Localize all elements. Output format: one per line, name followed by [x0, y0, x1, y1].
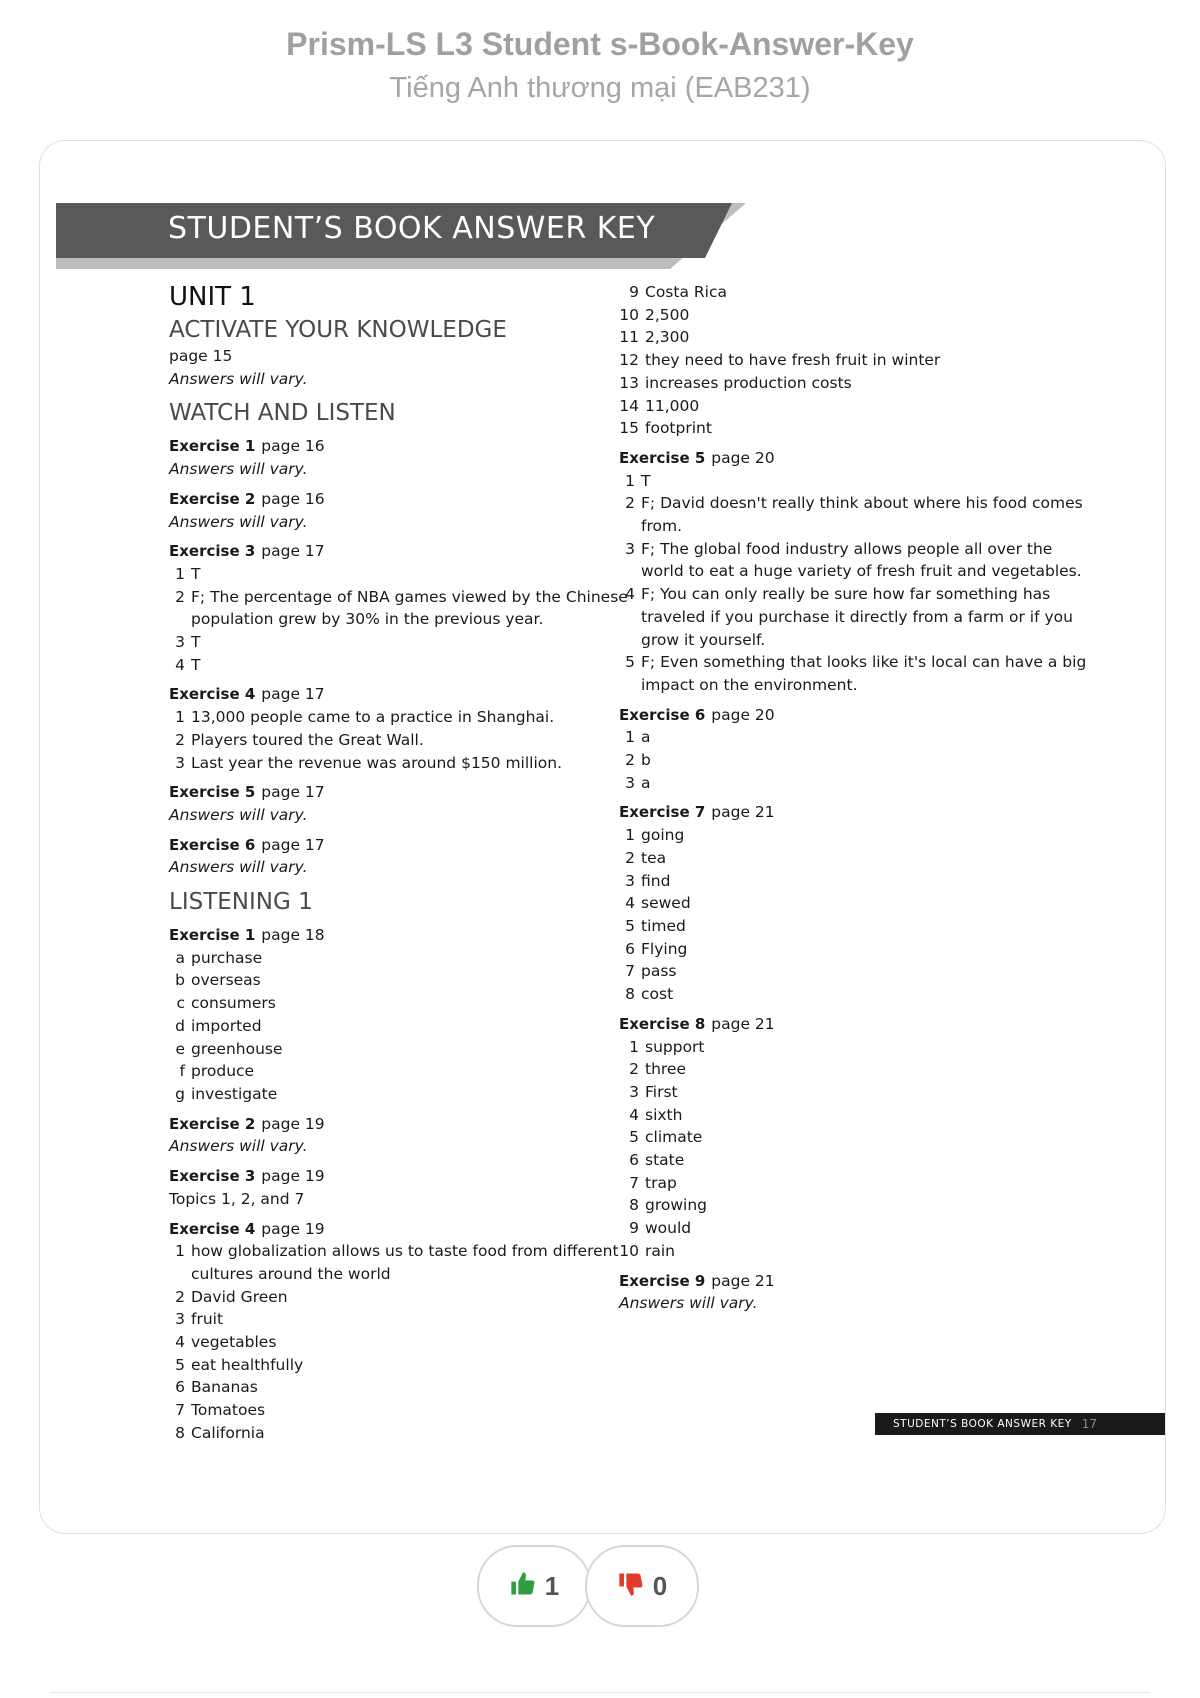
exercise-heading: Exercise 7 page 21 — [619, 803, 775, 822]
item-text: greenhouse — [191, 1039, 283, 1058]
list-item — [619, 1217, 1089, 1240]
item-number: 4 — [629, 1105, 639, 1124]
exercise-heading: Exercise 3 page 19 — [169, 1167, 325, 1186]
exercise-heading: Exercise 6 page 20 — [619, 705, 775, 724]
item-text: David Green — [191, 1287, 288, 1306]
list-item — [619, 1058, 1089, 1081]
item-number: 4 — [625, 585, 635, 604]
thumbs-down-icon — [617, 1570, 645, 1602]
item-number: 5 — [625, 653, 635, 672]
item-text: going — [641, 826, 685, 845]
unit-heading: UNIT 1 — [169, 282, 256, 312]
item-text: T — [641, 471, 651, 490]
item-text: overseas — [191, 971, 261, 990]
item-text: Players toured the Great Wall. — [191, 730, 424, 749]
item-number: a — [175, 948, 185, 967]
item-number: g — [175, 1084, 185, 1103]
page-footer — [875, 1413, 1165, 1435]
item-text: increases production costs — [645, 373, 852, 392]
list-item — [169, 729, 639, 752]
item-number: 3 — [175, 633, 185, 652]
exercise-heading: Exercise 2 page 16 — [169, 489, 325, 508]
item-number: 2 — [629, 1060, 639, 1079]
item-number: 6 — [629, 1151, 639, 1170]
section-heading-watch: WATCH AND LISTEN — [169, 400, 396, 427]
list-item — [169, 1331, 639, 1354]
exercise-heading: Exercise 1 page 18 — [169, 926, 325, 945]
item-number: 15 — [619, 419, 639, 438]
answer-note: Answers will vary. — [169, 1137, 308, 1156]
item-number: 11 — [619, 328, 639, 347]
item-text: California — [191, 1423, 265, 1442]
item-text: climate — [645, 1128, 703, 1147]
item-text: sixth — [645, 1105, 683, 1124]
item-text: F; Even something that looks like it's local can have a big impact on the environment. — [641, 653, 1087, 694]
item-text: T — [191, 655, 201, 674]
item-text: three — [645, 1060, 687, 1079]
item-number: 1 — [175, 708, 185, 727]
item-text: F; The global food industry allows people all over the world to eat a huge variety of fresh fruit and vegetables. — [641, 539, 1082, 581]
item-number: 1 — [625, 471, 635, 490]
list-item — [619, 326, 1089, 349]
answer-list — [619, 726, 1089, 794]
exercise-heading: Exercise 2 page 19 — [169, 1114, 325, 1133]
answer-list — [619, 281, 1089, 440]
answer-note: Answers will vary. — [169, 858, 308, 877]
item-text: fruit — [191, 1310, 224, 1329]
item-text: F; David doesn't really think about where his food comes from. — [641, 494, 1083, 536]
answer-list — [169, 706, 639, 774]
list-item — [169, 1308, 639, 1331]
exercise-heading: Exercise 5 page 17 — [169, 783, 325, 802]
item-number: 7 — [175, 1401, 185, 1420]
item-text: would — [645, 1219, 692, 1238]
list-item — [169, 586, 639, 631]
like-count: 1 — [544, 1570, 560, 1601]
list-item — [619, 1172, 1089, 1195]
item-number: 3 — [175, 753, 185, 772]
document-title: Prism-LS L3 Student s-Book-Answer-Key — [286, 26, 914, 62]
item-number: 8 — [625, 985, 635, 1004]
item-text: eat healthfully — [191, 1355, 304, 1374]
exercise-heading: Exercise 8 page 21 — [619, 1014, 775, 1033]
item-number: 8 — [629, 1196, 639, 1215]
item-number: 3 — [629, 1082, 639, 1101]
dislike-button[interactable] — [585, 1545, 699, 1627]
list-item — [619, 749, 1089, 772]
item-number: 6 — [175, 1378, 185, 1397]
list-item — [619, 1194, 1089, 1217]
item-text: 11,000 — [645, 396, 700, 415]
item-text: Costa Rica — [645, 283, 727, 301]
list-item — [169, 631, 639, 654]
answer-note: Answers will vary. — [169, 805, 308, 824]
list-item — [619, 1036, 1089, 1059]
list-item — [619, 938, 1089, 961]
item-text: pass — [641, 962, 677, 981]
list-item — [619, 983, 1089, 1006]
list-item — [169, 1083, 639, 1106]
answer-text: Topics 1, 2, and 7 — [169, 1189, 305, 1208]
item-text: Tomatoes — [191, 1401, 266, 1420]
item-number: 1 — [625, 728, 635, 747]
list-item — [169, 992, 639, 1015]
list-item — [169, 706, 639, 729]
list-item — [619, 870, 1089, 893]
item-number: b — [175, 971, 185, 990]
item-text: rain — [645, 1241, 676, 1260]
list-item — [619, 1081, 1089, 1104]
list-item — [619, 304, 1089, 327]
item-text: Flying — [641, 939, 688, 958]
list-item — [619, 417, 1089, 440]
list-item — [619, 538, 1089, 583]
item-text: First — [645, 1082, 678, 1101]
item-number: 2 — [625, 751, 635, 770]
list-item — [169, 563, 639, 586]
item-number: e — [175, 1039, 185, 1058]
answer-list — [169, 947, 639, 1106]
item-text: growing — [645, 1196, 707, 1215]
list-item — [169, 1240, 639, 1285]
answer-list — [169, 1240, 639, 1444]
item-number: 5 — [625, 916, 635, 935]
answer-note: Answers will vary. — [619, 1294, 758, 1313]
list-item — [619, 1104, 1089, 1127]
item-text: find — [641, 871, 671, 890]
item-number: 2 — [625, 494, 635, 513]
list-item — [619, 583, 1089, 651]
list-item — [169, 1376, 639, 1399]
list-item — [619, 915, 1089, 938]
item-text: tea — [641, 848, 667, 867]
item-text: Bananas — [191, 1378, 258, 1397]
list-item — [619, 470, 1089, 493]
list-item — [169, 1286, 639, 1309]
item-number: 5 — [629, 1128, 639, 1147]
item-text: 2,500 — [645, 305, 690, 324]
item-text: F; You can only really be sure how far something has traveled if you purchase it directly from a farm or if you grow it yourself. — [641, 585, 1073, 649]
exercise-heading: Exercise 6 page 17 — [169, 835, 325, 854]
item-number: 2 — [175, 730, 185, 749]
item-text: consumers — [191, 994, 276, 1013]
item-number: f — [179, 1062, 185, 1081]
item-text: F; The percentage of NBA games viewed by the Chinese population grew by 30% in the previous year. — [191, 587, 628, 629]
list-item — [619, 824, 1089, 847]
answer-note: Answers will vary. — [169, 512, 308, 531]
item-number: d — [175, 1016, 185, 1035]
item-text: imported — [191, 1016, 262, 1035]
item-text: T — [191, 564, 201, 583]
item-number: 8 — [175, 1423, 185, 1442]
item-text: investigate — [191, 1084, 278, 1103]
answer-list — [619, 470, 1089, 697]
list-item — [619, 372, 1089, 395]
item-text: how globalization allows us to taste food from different cultures around the world — [191, 1242, 619, 1283]
item-text: a — [641, 728, 651, 747]
list-item — [169, 947, 639, 970]
item-number: 10 — [619, 1241, 639, 1260]
item-number: 1 — [629, 1037, 639, 1056]
thumbs-up-icon — [509, 1570, 537, 1602]
item-text: 2,300 — [645, 328, 690, 347]
page-ref: page 15 — [169, 347, 233, 365]
item-number: c — [176, 994, 185, 1013]
exercise-heading: Exercise 4 page 19 — [169, 1219, 325, 1238]
item-number: 3 — [175, 1310, 185, 1329]
item-text: support — [645, 1037, 705, 1056]
section-heading-listening: LISTENING 1 — [169, 889, 313, 916]
list-item — [169, 969, 639, 992]
list-item — [169, 1038, 639, 1061]
banner-title: STUDENT’S BOOK ANSWER KEY — [168, 211, 656, 246]
item-number: 3 — [625, 871, 635, 890]
like-button[interactable] — [477, 1545, 591, 1627]
list-item — [619, 651, 1089, 696]
answer-list — [169, 563, 639, 677]
list-item — [619, 1149, 1089, 1172]
list-item — [619, 1126, 1089, 1149]
item-text: timed — [641, 916, 686, 935]
item-number: 2 — [175, 1287, 185, 1306]
item-number: 1 — [175, 1242, 185, 1261]
item-text: vegetables — [191, 1333, 277, 1352]
item-text: state — [645, 1151, 685, 1170]
list-item — [169, 1399, 639, 1422]
list-item — [619, 772, 1089, 795]
item-text: produce — [191, 1062, 255, 1081]
item-number: 14 — [619, 396, 639, 415]
item-text: they need to have fresh fruit in winter — [645, 351, 941, 370]
item-number: 12 — [619, 351, 639, 370]
item-text: 13,000 people came to a practice in Shanghai. — [191, 708, 555, 727]
item-number: 4 — [175, 1333, 185, 1352]
list-item — [169, 1015, 639, 1038]
item-number: 4 — [625, 894, 635, 913]
list-item — [169, 654, 639, 677]
answer-note: Answers will vary. — [169, 460, 308, 479]
item-number: 10 — [619, 305, 639, 324]
item-number: 6 — [625, 939, 635, 958]
list-item — [619, 395, 1089, 418]
item-number: 5 — [175, 1355, 185, 1374]
list-item — [169, 752, 639, 775]
dislike-count: 0 — [652, 1570, 668, 1601]
item-text: b — [641, 751, 651, 770]
item-number: 9 — [629, 283, 639, 301]
item-number: 7 — [625, 962, 635, 981]
item-text: cost — [641, 985, 674, 1004]
answer-list — [619, 1036, 1089, 1263]
answer-list — [619, 824, 1089, 1006]
item-text: trap — [645, 1173, 677, 1192]
item-number: 7 — [629, 1173, 639, 1192]
list-item — [619, 847, 1089, 870]
item-text: purchase — [191, 948, 263, 967]
list-item — [619, 1240, 1089, 1263]
item-number: 2 — [625, 848, 635, 867]
item-number: 13 — [619, 373, 639, 392]
list-item — [169, 1354, 639, 1377]
item-text: Last year the revenue was around $150 million. — [191, 753, 563, 772]
item-text: a — [641, 773, 651, 792]
item-number: 3 — [625, 539, 635, 558]
divider — [50, 1692, 1150, 1693]
exercise-heading: Exercise 4 page 17 — [169, 685, 325, 704]
answer-key-banner — [56, 203, 746, 269]
item-text: sewed — [641, 894, 691, 913]
exercise-heading: Exercise 3 page 17 — [169, 542, 325, 561]
list-item — [619, 726, 1089, 749]
exercise-heading: Exercise 5 page 20 — [619, 448, 775, 467]
page-number: 17 — [1081, 1417, 1097, 1431]
item-text: footprint — [645, 419, 712, 438]
answer-note: Answers will vary. — [169, 369, 308, 388]
document-page — [39, 140, 1166, 1534]
list-item — [169, 1060, 639, 1083]
exercise-heading: Exercise 1 page 16 — [169, 437, 325, 456]
list-item — [619, 960, 1089, 983]
list-item — [619, 892, 1089, 915]
section-heading-activate: ACTIVATE YOUR KNOWLEDGE — [169, 317, 507, 343]
item-number: 1 — [625, 826, 635, 845]
item-text: T — [191, 633, 201, 652]
item-number: 3 — [625, 773, 635, 792]
list-item — [619, 492, 1089, 537]
course-subtitle[interactable]: Tiếng Anh thương mại (EAB231) — [389, 72, 811, 104]
footer-label: STUDENT’S BOOK ANSWER KEY — [893, 1418, 1072, 1430]
item-number: 1 — [175, 564, 185, 583]
item-number: 9 — [629, 1219, 639, 1238]
item-number: 2 — [175, 587, 185, 606]
left-column — [169, 281, 639, 1445]
item-number: 4 — [175, 655, 185, 674]
list-item — [169, 1422, 639, 1445]
right-column — [619, 281, 1089, 1315]
exercise-heading: Exercise 9 page 21 — [619, 1271, 775, 1290]
list-item — [619, 281, 1089, 304]
list-item — [619, 349, 1089, 372]
